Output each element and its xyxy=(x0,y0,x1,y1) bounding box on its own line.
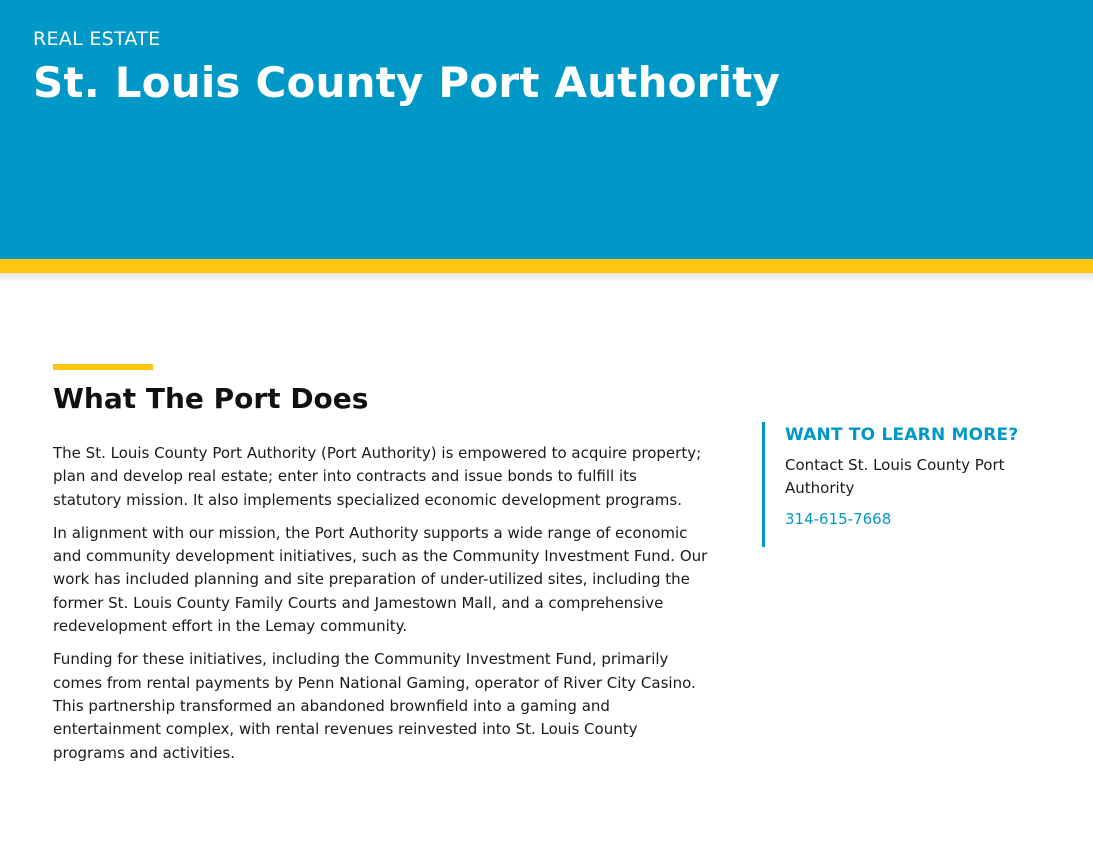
page-title: St. Louis County Port Authority xyxy=(33,58,781,107)
sidebar-contact-text: Contact St. Louis County Port Authority xyxy=(785,456,1005,497)
paragraph-3: Funding for these initiatives, including the Community Investment Fund, primarily comes from rental payments by Penn National Gaming, operator of River City Casino. This partnership transformed an abandoned brownfield into a gaming and entertainment complex, with rental revenues reinvested into St. Louis County programs and activities. xyxy=(53,650,696,762)
phone-link[interactable]: 314-615-7668 xyxy=(785,510,892,528)
sidebar-title: WANT TO LEARN MORE? xyxy=(785,425,1019,445)
eyebrow-label: REAL ESTATE xyxy=(33,28,161,50)
section-accent-bar xyxy=(53,364,153,370)
paragraph-2: In alignment with our mission, the Port Authority supports a wide range of economic and community development initiatives, such as the Community Investment Fund. Our work has included planning and site preparation of under-utilized sites, including the former St. Louis County Family Courts and Jamestown Mall, and a comprehensive redevelopment effort in the Lemay community. xyxy=(53,523,708,636)
hero-accent-stripe xyxy=(0,259,1093,273)
paragraph-1: The St. Louis County Port Authority (Port Authority) is empowered to acquire property; plan and develop real estate; enter into contracts and issue bonds to fulfill its statutory mission. It also implements specialized economic development programs. xyxy=(53,444,702,509)
hero-shadow xyxy=(0,273,1093,283)
contact-sidebar xyxy=(762,422,1042,547)
main-content xyxy=(53,442,708,775)
section-title: What The Port Does xyxy=(53,382,369,415)
hero-banner xyxy=(0,0,1093,259)
